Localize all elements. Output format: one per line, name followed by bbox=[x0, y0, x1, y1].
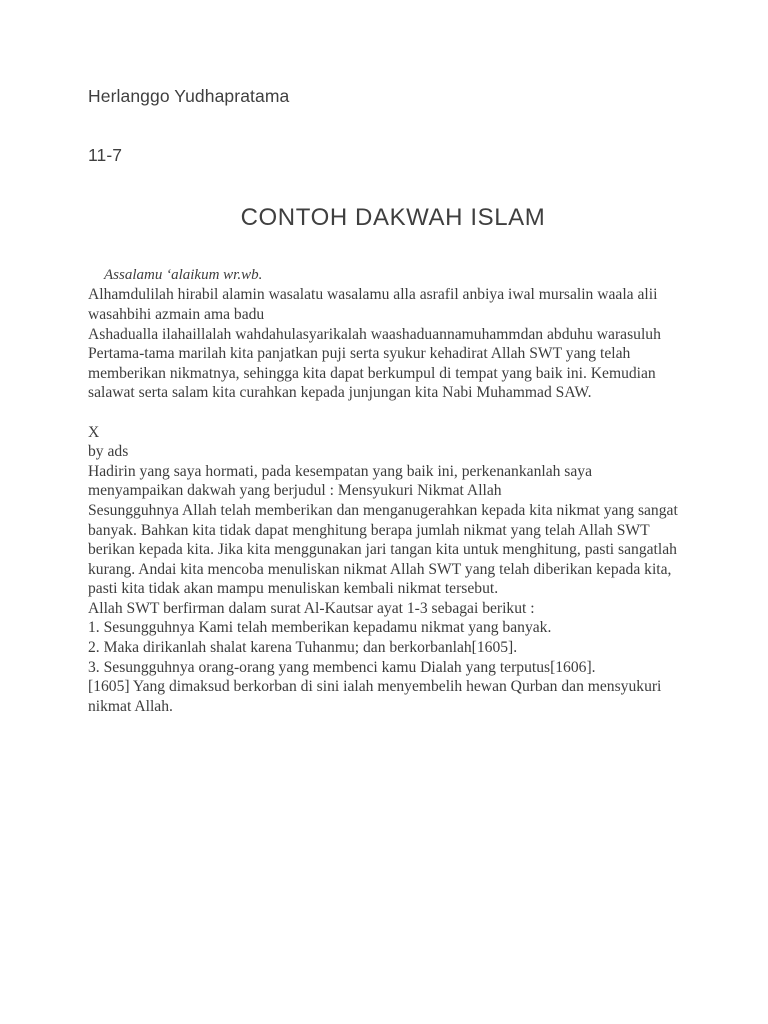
list-item: 2. Maka dirikanlah shalat karena Tuhanmu; dan berkorbanlah[1605]. bbox=[88, 639, 518, 657]
document-date: 11-7 bbox=[88, 145, 123, 165]
close-icon[interactable]: X bbox=[88, 423, 100, 441]
paragraph-opening-praise: Alhamdulilah hirabil alamin wasalatu wasalamu alla asrafil anbiya iwal mursalin waala alii wasahbihi azmain ama badu bbox=[88, 286, 658, 323]
ad-slot-label: by ads bbox=[88, 443, 129, 461]
document-body bbox=[88, 266, 680, 717]
list-item: 1. Sesungguhnya Kami telah memberikan kepadamu nikmat yang banyak. bbox=[88, 619, 552, 637]
paragraph-hadirin: Hadirin yang saya hormati, pada kesempatan yang baik ini, perkenankanlah saya menyampaikan dakwah yang berjudul : Mensyukuri Nikmat Allah bbox=[88, 462, 593, 500]
page-title: CONTOH DAKWAH ISLAM bbox=[240, 204, 546, 231]
document-content bbox=[88, 86, 680, 716]
paragraph-shahada: Ashadualla ilahaillalah wahdahulasyarikalah waashaduannamuhammdan abduhu warasuluh bbox=[88, 325, 661, 343]
paragraph-pertama: Pertama-tama marilah kita panjatkan puji serta syukur kehadirat Allah SWT yang telah memberikan nikmatnya, sehingga kita dapat berkumpul di tempat yang baik ini. Kemudian salawat serta salam kita curahkan kepada junjungan kita Nabi Muhammad SAW. bbox=[88, 345, 656, 402]
ad-slot bbox=[88, 423, 680, 462]
paragraph-firman-intro: Allah SWT berfirman dalam surat Al-Kautsar ayat 1-3 sebagai berikut : bbox=[88, 599, 535, 617]
greeting-line: Assalamu ‘alaikum wr.wb. bbox=[104, 266, 263, 283]
list-item: 3. Sesungguhnya orang-orang yang membenci kamu Dialah yang terputus[1606]. bbox=[88, 658, 596, 676]
paragraph-sesungguhnya: Sesungguhnya Allah telah memberikan dan menganugerahkan kepada kita nikmat yang sangat banyak. Bahkan kita tidak dapat menghitung berapa jumlah nikmat yang telah Allah SWT berikan kepada kita. Jika kita menggunakan jari tangan kita untuk menghitung, pasti sangatlah kurang. Andai kita mencoba menuliskan nikmat Allah SWT yang telah diberikan kepada kita, pasti kita tidak akan mampu menuliskan kembali nikmat tersebut. bbox=[88, 501, 678, 598]
document-author: Herlanggo Yudhapratama bbox=[88, 86, 290, 106]
footnote-1605: [1605] Yang dimaksud berkorban di sini ialah menyembelih hewan Qurban dan mensyukuri nikmat Allah. bbox=[88, 678, 662, 715]
